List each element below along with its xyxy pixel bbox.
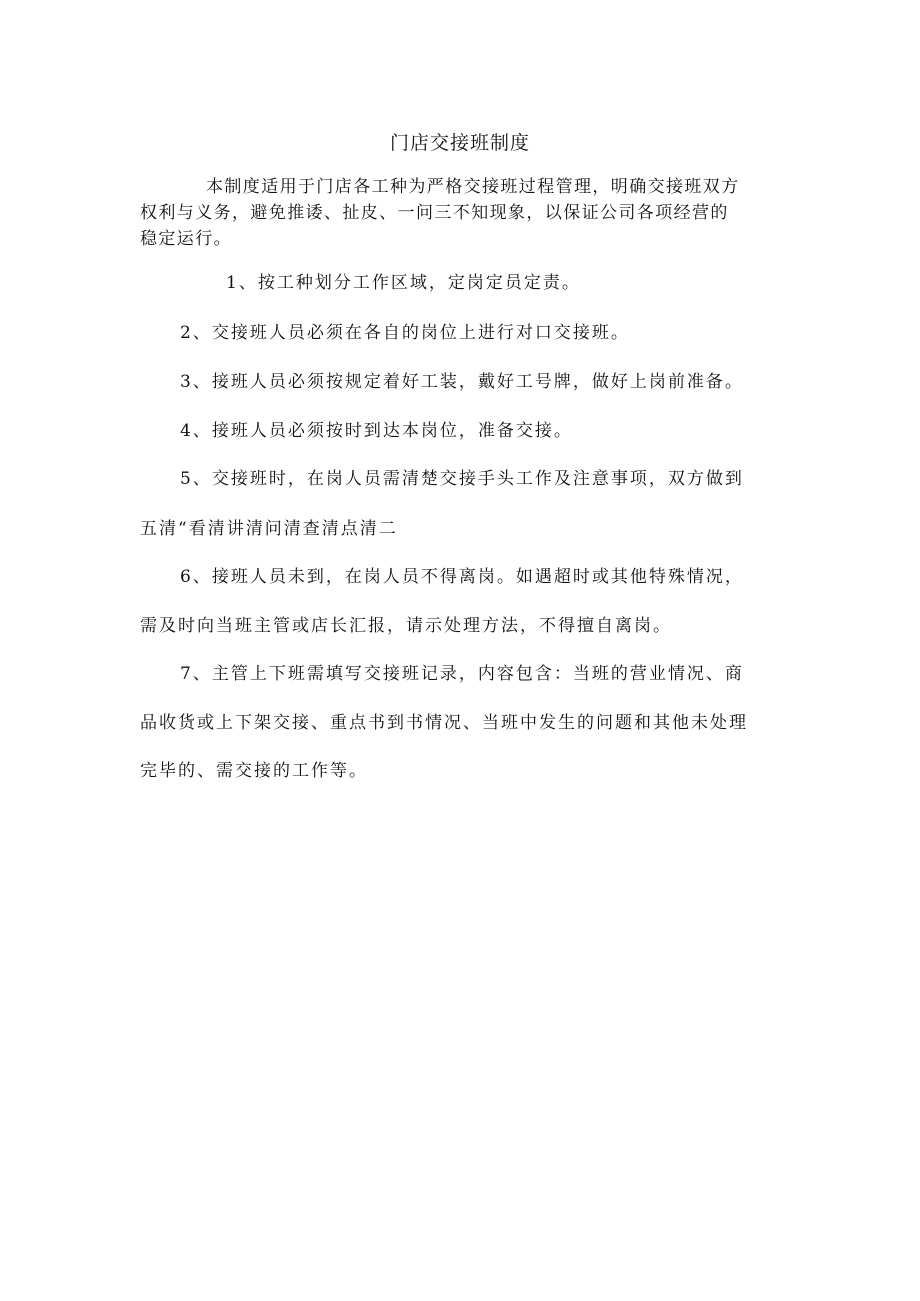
rule-5-line-2: 五清“看清讲清问清查清点清二	[140, 519, 398, 539]
rule-1: 1、按工种划分工作区域，定岗定员定责。	[226, 273, 581, 293]
rule-7-line-1: 7、主管上下班需填写交接班记录，内容包含：当班的营业情况、商	[180, 664, 744, 684]
rule-6-line-1: 6、接班人员未到，在岗人员不得离岗。如遇超时或其他特殊情况，	[180, 567, 744, 587]
intro-line-3: 稳定运行。	[140, 229, 232, 249]
document-title: 门店交接班制度	[389, 132, 530, 154]
intro-line-2: 权利与义务，避免推诿、扯皮、一问三不知现象，以保证公司各项经营的	[140, 203, 729, 223]
rule-6-line-2: 需及时向当班主管或店长汇报，请示处理方法，不得擅自离岗。	[140, 616, 672, 636]
rule-5-line-1: 5、交接班时，在岗人员需清楚交接手头工作及注意事项，双方做到	[180, 469, 744, 489]
intro-line-1-text: 本制度适用于门店各工种为严格交接班过程管理，明确交接班双方	[206, 177, 740, 197]
rule-7-line-3: 完毕的、需交接的工作等。	[140, 761, 368, 781]
rule-2: 2、交接班人员必须在各自的岗位上进行对口交接班。	[180, 323, 630, 343]
rule-7-line-2: 品收货或上下架交接、重点书到书情况、当班中发生的问题和其他未处理	[140, 713, 748, 733]
intro-paragraph	[140, 174, 785, 252]
intro-line-1	[140, 174, 785, 200]
rule-3: 3、接班人员必须按规定着好工装，戴好工号牌，做好上岗前准备。	[180, 372, 744, 392]
rule-4: 4、接班人员必须按时到达本岗位，准备交接。	[180, 421, 573, 441]
